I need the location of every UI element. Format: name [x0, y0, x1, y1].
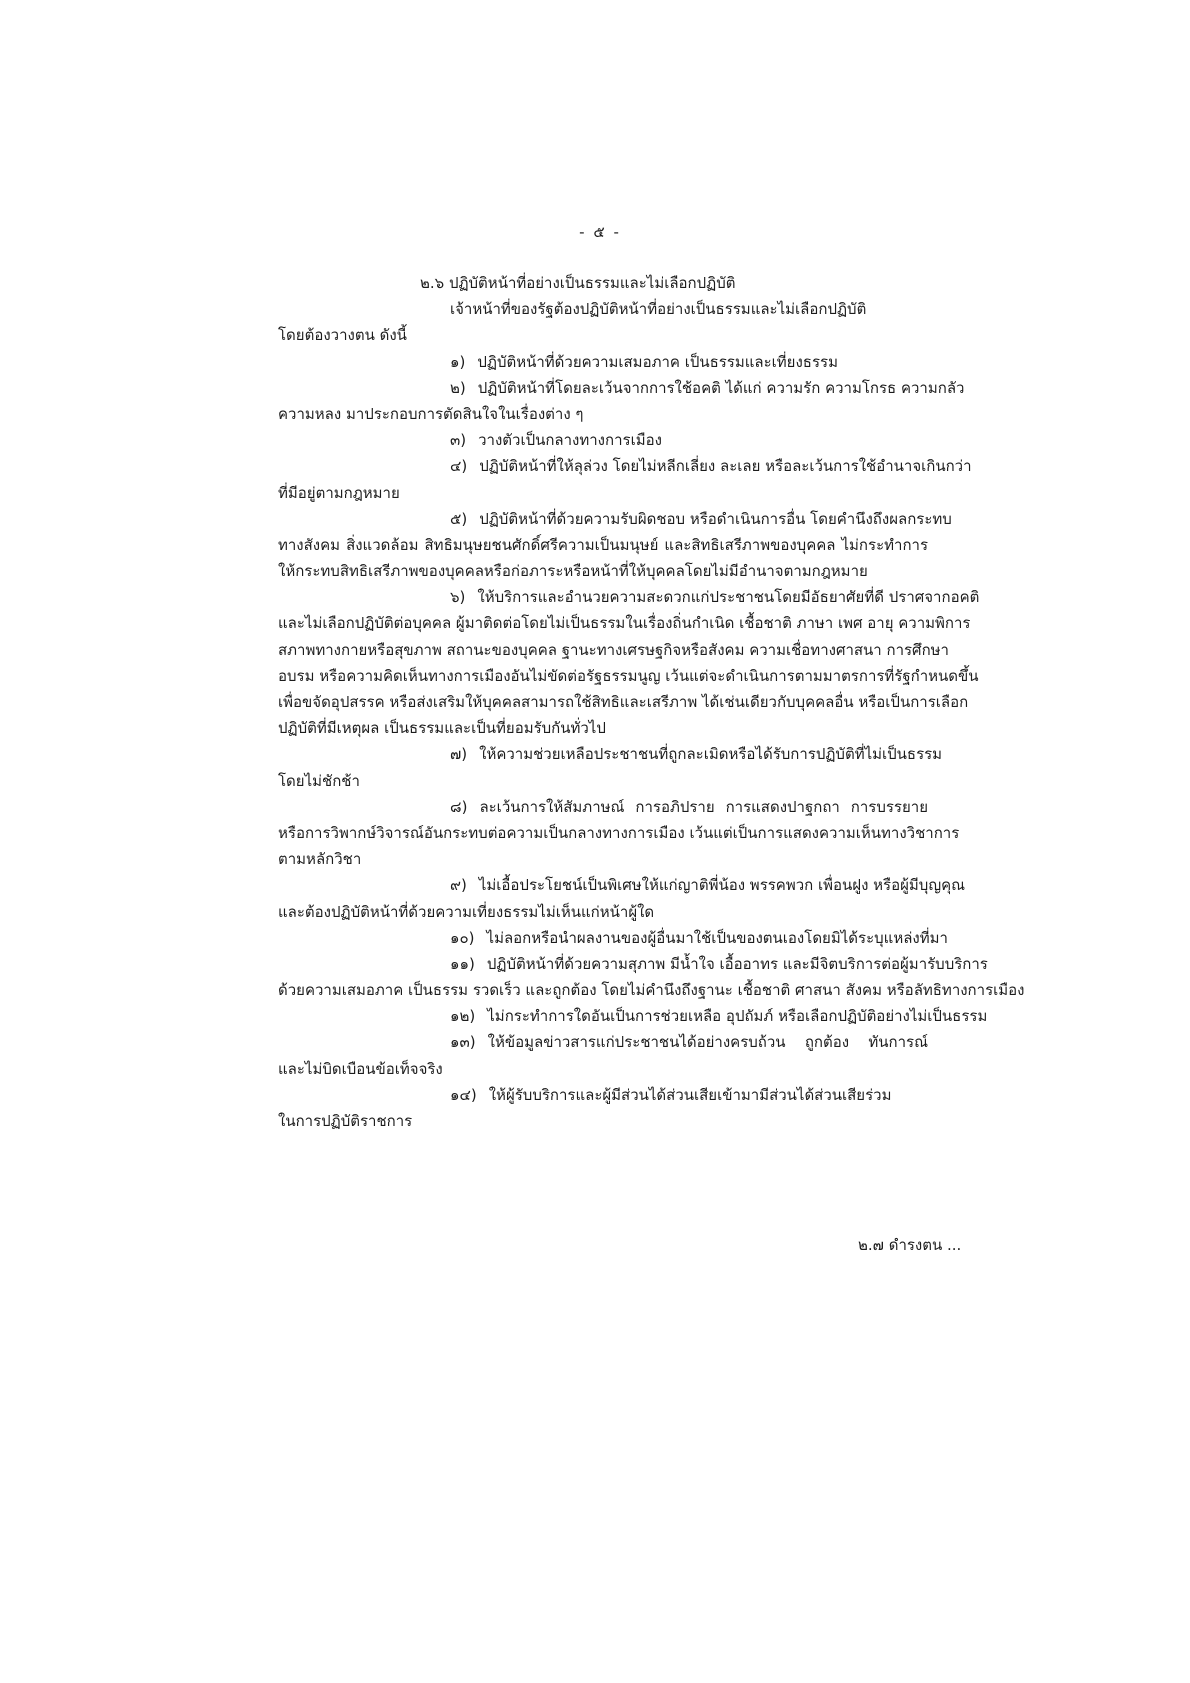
- item-text: ปฏิบัติหน้าที่ให้ลุล่วง โดยไม่หลีกเลี่ยง ละเลย หรือละเว้นการใช้อำนาจเกินกว่า: [479, 457, 972, 476]
- item-continuation: และไม่เลือกปฏิบัติต่อบุคคล ผู้มาติดต่อโดยไม่เป็นธรรมในเรื่องถิ่นกำเนิด เชื้อชาติ ภาษา เพศ อายุ ความพิการ: [278, 614, 971, 633]
- item-text: ไม่เอื้อประโยชน์เป็นพิเศษให้แก่ญาติพี่น้อง พรรคพวก เพื่อนฝูง หรือผู้มีบุญคุณ: [478, 876, 966, 895]
- item-text: ให้ข้อมูลข่าวสารแก่ประชาชนได้อย่างครบถ้วน ถูกต้อง ทันการณ์: [487, 1033, 928, 1052]
- item-continuation: ปฏิบัติที่มีเหตุผล เป็นธรรมและเป็นที่ยอมรับกันทั่วไป: [278, 719, 606, 738]
- list-item-5: [278, 506, 952, 532]
- document-body: [278, 270, 1025, 1134]
- item-number: ๑๒): [450, 1007, 476, 1026]
- item-continuation: และต้องปฏิบัติหน้าที่ด้วยความเที่ยงธรรมไม่เห็นแก่หน้าผู้ใด: [278, 902, 655, 921]
- item-text: ไม่ลอกหรือนำผลงานของผู้อื่นมาใช้เป็นของตนเองโดยมิได้ระบุแหล่งที่มา: [486, 928, 948, 947]
- list-item-9: [278, 872, 966, 898]
- item-text: ให้ความช่วยเหลือประชาชนที่ถูกละเมิดหรือได้รับการปฏิบัติที่ไม่เป็นธรรม: [479, 745, 943, 764]
- item-text: ปฏิบัติหน้าที่ด้วยความรับผิดชอบ หรือดำเนินการอื่น โดยคำนึงถึงผลกระทบ: [479, 509, 952, 528]
- item-continuation: โดยไม่ชักช้า: [278, 771, 360, 790]
- continuation-footer: ๒.๗ ดำรงตน ...: [858, 1236, 962, 1254]
- item-continuation: ให้กระทบสิทธิเสรีภาพของบุคคลหรือก่อภาระหรือหน้าที่ให้บุคคลโดยไม่มีอำนาจตามกฎหมาย: [278, 562, 868, 581]
- item-continuation: ในการปฏิบัติราชการ: [278, 1112, 413, 1130]
- item-number: ๑๔): [450, 1085, 477, 1104]
- item-continuation: ความหลง มาประกอบการตัดสินใจในเรื่องต่าง ๆ: [278, 404, 584, 423]
- item-continuation: ที่มีอยู่ตามกฎหมาย: [278, 483, 400, 502]
- item-number: ๑๐): [450, 928, 475, 947]
- intro-line: โดยต้องวางตน ดังนี้: [278, 326, 407, 345]
- list-item-14: [278, 1082, 928, 1108]
- item-number: ๔): [450, 457, 468, 476]
- item-text: ปฏิบัติหน้าที่โดยละเว้นจากการใช้อคติ ได้แก่ ความรัก ความโกรธ ความกลัว: [477, 378, 965, 397]
- item-number: ๒): [450, 378, 466, 397]
- intro-line: เจ้าหน้าที่ของรัฐต้องปฏิบัติหน้าที่อย่างเป็นธรรมและไม่เลือกปฏิบัติ: [450, 300, 867, 319]
- item-number: ๙): [450, 876, 467, 895]
- item-continuation: และไม่บิดเบือนข้อเท็จจริง: [278, 1059, 443, 1078]
- item-text: ปฏิบัติหน้าที่ด้วยความสุภาพ มีน้ำใจ เอื้ออาทร และมีจิตบริการต่อผู้มารับบริการ: [486, 954, 988, 973]
- list-item-6: [278, 584, 980, 610]
- item-number: ๗): [450, 745, 468, 764]
- item-text: ละเว้นการให้สัมภาษณ์ การอภิปราย การแสดงปาฐกถา การบรรยาย: [479, 797, 928, 816]
- item-number: ๑๑): [450, 954, 475, 973]
- item-number: ๑): [450, 352, 466, 371]
- list-item-7: [278, 741, 943, 767]
- page-number: - ๕ -: [579, 223, 621, 241]
- item-text: ไม่กระทำการใดอันเป็นการช่วยเหลือ อุปถัมภ์ หรือเลือกปฏิบัติอย่างไม่เป็นธรรม: [487, 1007, 988, 1026]
- item-continuation: หรือการวิพากษ์วิจารณ์อันกระทบต่อความเป็นกลางทางการเมือง เว้นแต่เป็นการแสดงความเห็นทางวิชาการ: [278, 823, 960, 842]
- item-number: ๓): [450, 431, 467, 450]
- item-text: ให้บริการและอำนวยความสะดวกแก่ประชาชนโดยมีอัธยาศัยที่ดี ปราศจากอคติ: [477, 588, 980, 607]
- item-text: ให้ผู้รับบริการและผู้มีส่วนได้ส่วนเสียเข้ามามีส่วนได้ส่วนเสียร่วม: [488, 1085, 892, 1104]
- item-continuation: สภาพทางกายหรือสุขภาพ สถานะของบุคคล ฐานะทางเศรษฐกิจหรือสังคม ความเชื่อทางศาสนา การศึกษา: [278, 640, 949, 659]
- item-number: ๖): [450, 588, 466, 607]
- list-item-8: [278, 794, 928, 820]
- list-item-12: [278, 1003, 988, 1029]
- item-number: ๕): [450, 509, 468, 528]
- item-number: ๑๓): [450, 1033, 476, 1052]
- list-item-13: [278, 1029, 928, 1055]
- list-item-10: [278, 925, 948, 951]
- section-heading: ๒.๖ ปฏิบัติหน้าที่อย่างเป็นธรรมและไม่เลือกปฏิบัติ: [420, 274, 736, 292]
- list-item-3: [278, 427, 928, 453]
- item-continuation: เพื่อขจัดอุปสรรค หรือส่งเสริมให้บุคคลสามารถใช้สิทธิและเสรีภาพ ได้เช่นเดียวกับบุคคลอื่น หรือเป็นการเลือก: [278, 693, 969, 711]
- item-continuation: อบรม หรือความคิดเห็นทางการเมืองอันไม่ขัดต่อรัฐธรรมนูญ เว้นแต่จะดำเนินการตามมาตรการที่รัฐกำหนดขึ้น: [278, 666, 979, 685]
- item-number: ๘): [450, 797, 468, 816]
- item-continuation: ด้วยความเสมอภาค เป็นธรรม รวดเร็ว และถูกต้อง โดยไม่คำนึงถึงฐานะ เชื้อชาติ ศาสนา สังคม หรือลัทธิทางการเมือง: [278, 981, 1025, 1000]
- list-item-11: [278, 951, 988, 977]
- list-item-1: [278, 349, 928, 375]
- list-item-2: [278, 375, 965, 401]
- item-continuation: ตามหลักวิชา: [278, 850, 362, 869]
- item-text: ปฏิบัติหน้าที่ด้วยความเสมอภาค เป็นธรรมและเที่ยงธรรม: [477, 352, 838, 371]
- item-continuation: ทางสังคม สิ่งแวดล้อม สิทธิมนุษยชนศักดิ์ศรีความเป็นมนุษย์ และสิทธิเสรีภาพของบุคคล ไม่กระทำการ: [278, 535, 928, 554]
- list-item-4: [278, 453, 972, 479]
- item-text: วางตัวเป็นกลางทางการเมือง: [478, 431, 662, 450]
